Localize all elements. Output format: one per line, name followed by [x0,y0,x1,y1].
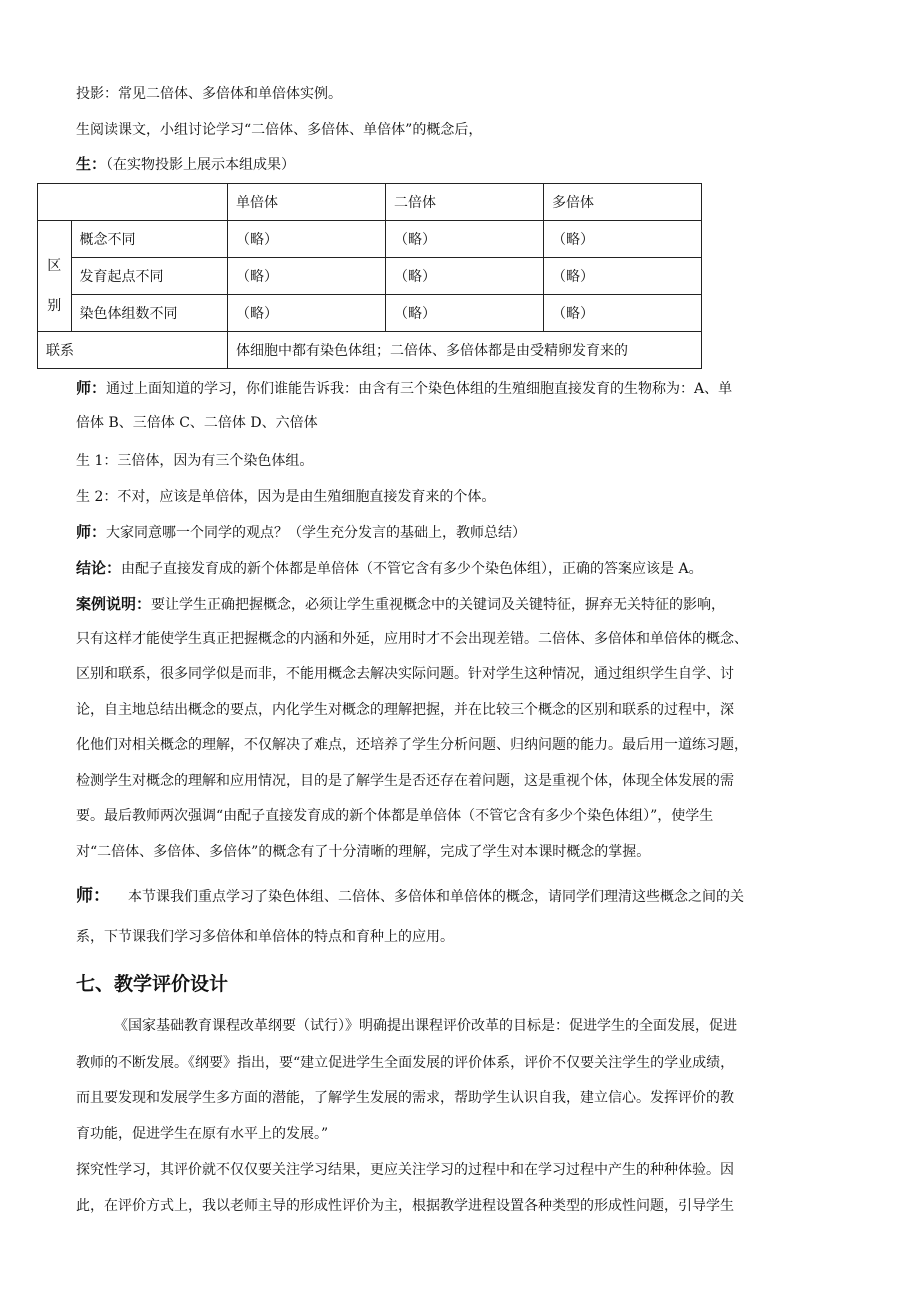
eval-line: 教师的不断发展。《纲要》指出，要“建立促进学生全面发展的评价体系，评价不仅要关注学生的学业成绩， [76,1055,735,1071]
case-label: 案例说明： [76,595,152,613]
group-label-char: 别 [47,298,62,314]
teacher-prompt-text: 大家同意哪一个同学的观点？（学生充分发言的基础上，教师总结） [106,525,527,541]
teacher-prompt-line [76,522,526,543]
table-corner-cell [38,184,228,221]
table-link-row [38,332,702,369]
conclusion-line [76,558,703,579]
text-line-projection: 投影：常见二倍体、多倍体和单倍体实例。 [76,86,342,102]
case-line: 化他们对相关概念的理解，不仅解决了难点，还培养了学生分析问题、归纳问题的能力。最后用一道练习题， [76,737,748,753]
table-header-cell: 单倍体 [228,184,386,221]
eval-line: 而且要发现和发展学生多方面的潜能，了解学生发展的需求，帮助学生认识自我，建立信心。发挥评价的教 [76,1090,734,1106]
table-row [38,221,702,258]
table-cell: （略） [228,221,386,258]
eval-line: 此，在评价方式上，我以老师主导的形成性评价为主，根据教学进程设置各种类型的形成性问题，引导学生 [76,1198,734,1214]
text-line-reading: 生阅读课文，小组讨论学习“二倍体、多倍体、单倍体”的概念后， [76,122,483,138]
teacher-label: 师： [76,379,107,397]
table-header-row [38,184,702,221]
student-line [76,154,295,175]
case-line-0 [76,594,725,615]
eval-line: 《国家基础教育课程改革纲要（试行）》明确提出课程评价改革的目标是：促进学生的全面发展，促进 [114,1018,737,1034]
case-line: 对“二倍体、多倍体、多倍体”的概念有了十分清晰的理解，完成了学生对本课时概念的掌握。 [76,844,651,860]
teacher-question-cont: 倍体 B、三倍体 C、二倍体 D、六倍体 [76,415,318,431]
case-line: 区别和联系，很多同学似是而非，不能用概念去解决实际问题。针对学生这种情况，通过组织学生自学、讨 [76,666,734,682]
table-cell: （略） [544,221,702,258]
case-line: 论，自主地总结出概念的要点，内化学生对概念的理解把握，并在比较三个概念的区别和联系的过程中，深 [76,702,734,718]
teacher-label: 师： [76,886,110,906]
table-row [38,258,702,295]
link-text: 体细胞中都有染色体组；二倍体、多倍体都是由受精卵发育来的 [228,332,702,369]
case-line: 检测学生对概念的理解和应用情况，目的是了解学生是否还存在着问题，这是重视个体，体现全体发展的需 [76,773,734,789]
teacher-question-line [76,378,732,399]
table-cell: （略） [386,221,544,258]
difference-group-label [38,221,72,332]
table-header-cell: 多倍体 [544,184,702,221]
table-cell: （略） [544,295,702,332]
student-text: （在实物投影上展示本组成果） [106,157,296,173]
student-answer-2: 生 2：不对，应该是单倍体，因为是由生殖细胞直接发育来的个体。 [76,489,496,505]
section-heading: 七、教学评价设计 [76,973,229,995]
teacher-summary-line [76,886,744,907]
conclusion-label: 结论： [76,559,122,577]
case-text: 要让学生正确把握概念，必须让学生重视概念中的关键词及关键特征，摒弃无关特征的影响， [151,597,726,613]
row-label: 概念不同 [71,221,227,258]
table-cell: （略） [386,295,544,332]
link-label: 联系 [38,332,228,369]
eval-line: 育功能，促进学生在原有水平上的发展。” [76,1126,329,1142]
row-label: 发育起点不同 [71,258,227,295]
teacher-summary-cont: 系，下节课我们学习多倍体和单倍体的特点和育种上的应用。 [76,929,454,945]
eval-line: 探究性学习，其评价就不仅仅要关注学习结果，更应关注学习的过程中和在学习过程中产生的种种体验。因 [76,1162,734,1178]
case-line: 要。最后教师两次强调“由配子直接发育成的新个体都是单倍体（不管它含有多少个染色体组）”，使学生 [76,808,714,824]
table-cell: （略） [544,258,702,295]
table-cell: （略） [228,258,386,295]
teacher-label: 师： [76,523,107,541]
conclusion-text: 由配子直接发育成的新个体都是单倍体（不管它含有多少个染色体组），正确的答案应该是 A。 [121,561,703,577]
case-line: 只有这样才能使学生真正把握概念的内涵和外延，应用时才不会出现差错。二倍体、多倍体和单倍体的概念、 [76,631,748,647]
student-answer-1: 生 1：三倍体，因为有三个染色体组。 [76,453,314,469]
teacher-question-text: 通过上面知道的学习，你们谁能告诉我：由含有三个染色体组的生殖细胞直接发育的生物称为：A、单 [106,381,733,397]
group-label-char: 区 [47,258,62,274]
row-label: 染色体组数不同 [71,295,227,332]
table-cell: （略） [228,295,386,332]
teacher-summary-text: 本节课我们重点学习了染色体组、二倍体、多倍体和单倍体的概念，请同学们理清这些概念之间的关 [128,889,744,905]
comparison-table [37,183,702,369]
table-cell: （略） [386,258,544,295]
table-row [38,295,702,332]
student-label: 生： [76,155,107,173]
table-header-cell: 二倍体 [386,184,544,221]
